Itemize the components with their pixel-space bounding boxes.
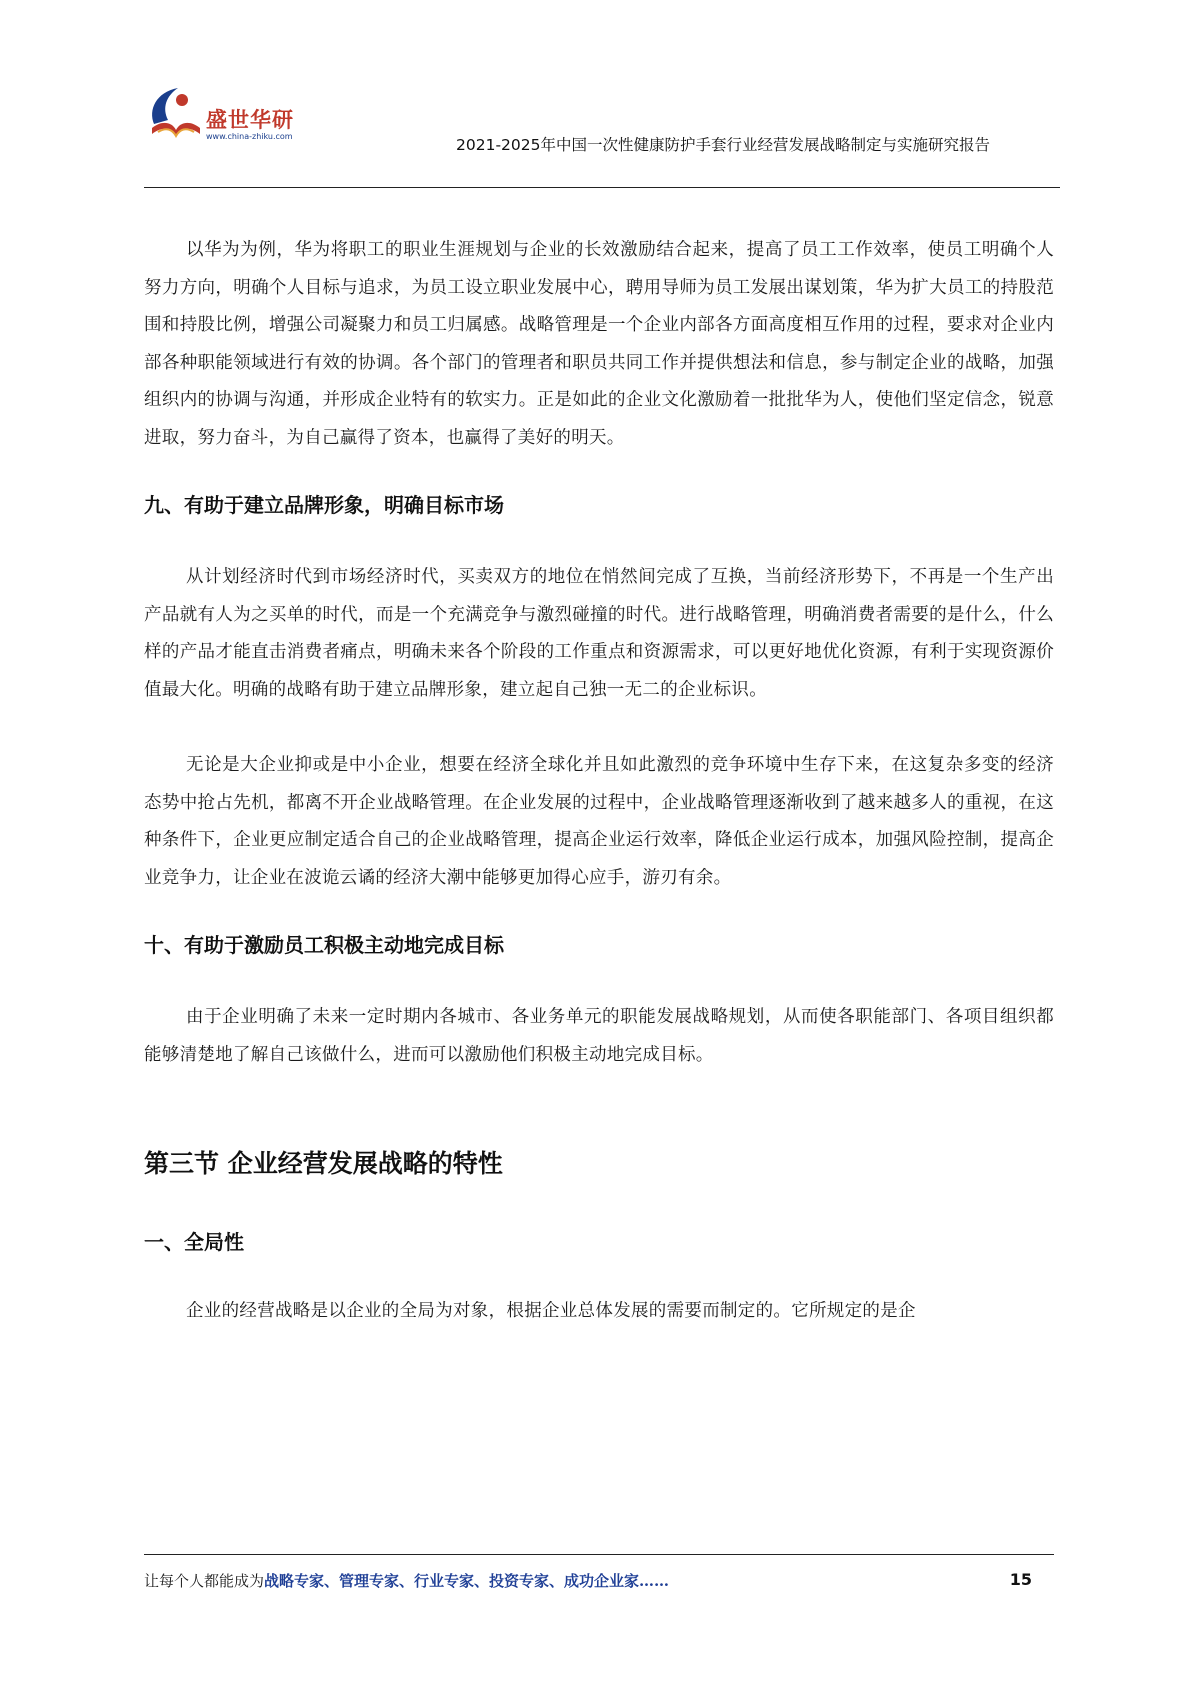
subheading-one: 一、全局性 (144, 1230, 244, 1254)
subheading-nine: 九、有助于建立品牌形象，明确目标市场 (144, 493, 504, 517)
footer-slogan-emphasis: 战略专家、管理专家、行业专家、投资专家、成功企业家…… (264, 1572, 670, 1590)
page-footer (144, 1570, 1044, 1596)
report-title: 2021-2025年中国一次性健康防护手套行业经营发展战略制定与实施研究报告 (456, 136, 990, 154)
logo-url: www.china-zhiku.com (206, 132, 293, 141)
paragraph-overall-nature: 企业的经营战略是以企业的全局为对象，根据企业总体发展的需要而制定的。它所规定的是企 (186, 1301, 916, 1321)
footer-divider (144, 1554, 1054, 1555)
footer-slogan-lead: 让每个人都能成为 (144, 1572, 265, 1590)
page-header (144, 82, 1060, 188)
subheading-ten: 十、有助于激励员工积极主动地完成目标 (144, 933, 504, 957)
page-body (144, 232, 1054, 1331)
paragraph-strategy-management: 无论是大企业抑或是中小企业，想要在经济全球化并且如此激烈的竞争环境中生存下来，在这复杂多变的经济态势中抢占先机，都离不开企业战略管理。在企业发展的过程中，企业战略管理逐渐收到了越来越多人的重视，在这种条件下，企业更应制定适合自己的企业战略管理，提高企业运行效率，降低企业运行成本，加强风险控制，提高企业竞争力，让企业在波诡云谲的经济大潮中能够更加得心应手，游刃有余。 (144, 755, 1054, 888)
section-title: 第三节 企业经营发展战略的特性 (144, 1149, 503, 1178)
logo-name: 盛世华研 (206, 108, 294, 132)
paragraph-brand-image: 从计划经济时代到市场经济时代，买卖双方的地位在悄然间完成了互换，当前经济形势下，不再是一个生产出产品就有人为之买单的时代，而是一个充满竞争与激烈碰撞的时代。进行战略管理，明确消费者需要的是什么，什么样的产品才能直击消费者痛点，明确未来各个阶段的工作重点和资源需求，可以更好地优化资源，有利于实现资源价值最大化。明确的战略有助于建立品牌形象，建立起自己独一无二的企业标识。 (144, 567, 1054, 700)
paragraph-motivate-staff: 由于企业明确了未来一定时期内各城市、各业务单元的职能发展战略规划，从而使各职能部门、各项目组织都能够清楚地了解自己该做什么，进而可以激励他们积极主动地完成目标。 (144, 1007, 1054, 1065)
header-divider (144, 187, 1060, 188)
paragraph-huawei-example: 以华为为例，华为将职工的职业生涯规划与企业的长效激励结合起来，提高了员工工作效率，使员工明确个人努力方向，明确个人目标与追求，为员工设立职业发展中心，聘用导师为员工发展出谋划策，华为扩大员工的持股范围和持股比例，增强公司凝聚力和员工归属感。战略管理是一个企业内部各方面高度相互作用的过程，要求对企业内部各种职能领域进行有效的协调。各个部门的管理者和职员共同工作并提供想法和信息，参与制定企业的战略，加强组织内的协调与沟通，并形成企业特有的软实力。正是如此的企业文化激励着一批批华为人，使他们坚定信念，锐意进取，努力奋斗，为自己赢得了资本，也赢得了美好的明天。 (144, 240, 1054, 448)
page-number: 15 (1009, 1570, 1032, 1589)
